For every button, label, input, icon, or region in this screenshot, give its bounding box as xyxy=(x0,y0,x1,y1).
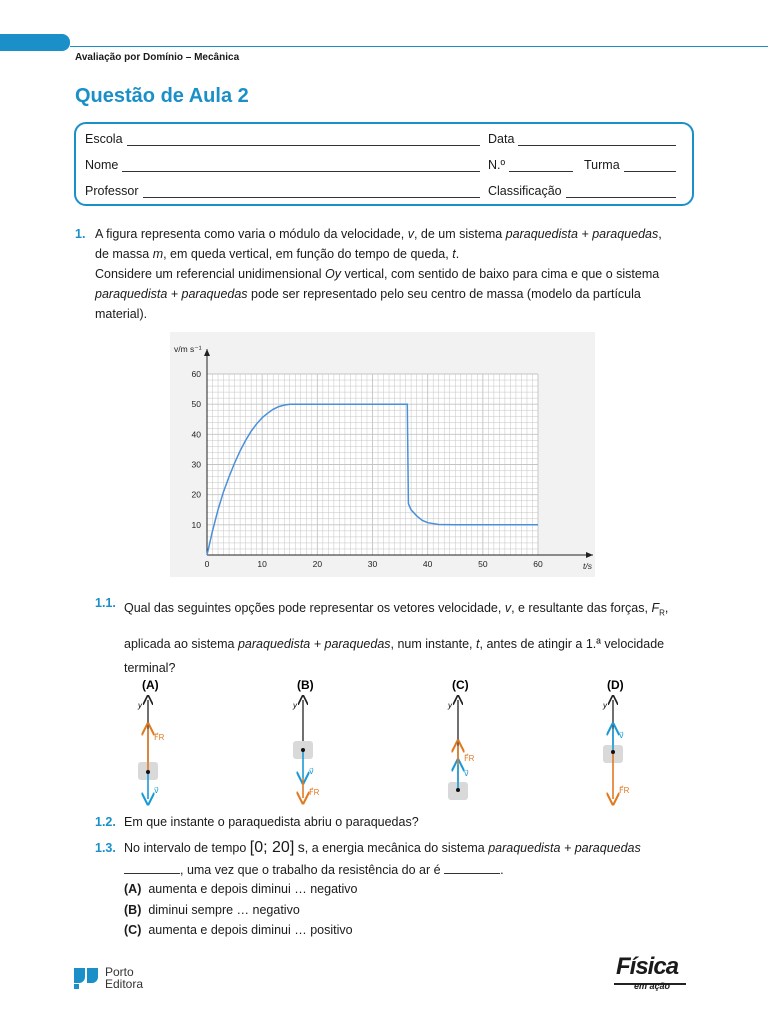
question-1-2-number: 1.2. xyxy=(95,815,116,829)
y-tick-label: 10 xyxy=(191,519,201,530)
svg-text:F⃗R: F⃗R xyxy=(464,754,475,763)
y-tick-label: 20 xyxy=(191,489,201,500)
question-1-3-option-c[interactable]: (C) aumenta e depois diminui … positivo xyxy=(124,923,353,937)
identification-box xyxy=(74,122,694,206)
option-d[interactable] xyxy=(602,678,630,799)
x-tick-label: 30 xyxy=(367,559,378,569)
x-tick-label: 40 xyxy=(422,559,433,569)
data-field[interactable]: Data xyxy=(488,132,676,146)
svg-text:F⃗R: F⃗R xyxy=(309,788,320,797)
option-c-label: (C) xyxy=(452,678,469,692)
question-1-3-option-a[interactable]: (A) aumenta e depois diminui … negativo xyxy=(124,882,358,896)
option-b-label: (B) xyxy=(297,678,314,692)
classificacao-field[interactable]: Classificação xyxy=(488,184,676,198)
x-tick-label: 60 xyxy=(533,559,543,569)
svg-text:y: y xyxy=(603,701,607,710)
question-1-reference-text: Considere um referencial unidimensional Oy vertical, com sentido de baixo para cima e que o sistema paraquedista + paraquedas pode ser representado pelo seu centro de massa (modelo da partícula material). xyxy=(95,267,660,321)
page-title: Questão de Aula 2 xyxy=(75,85,249,107)
option-d-label: (D) xyxy=(607,678,624,692)
answer-blank-2[interactable] xyxy=(444,873,500,874)
x-tick-label: 0 xyxy=(204,559,210,569)
option-a-label: (A) xyxy=(142,678,159,692)
question-1-number: 1. xyxy=(75,227,86,241)
publisher-logo: Porto Editora xyxy=(72,966,143,990)
y-tick-label: 60 xyxy=(191,369,201,379)
turma-field[interactable]: Turma xyxy=(584,158,676,172)
vector-options xyxy=(100,672,700,812)
y-tick-label: 50 xyxy=(191,399,201,410)
header-tab xyxy=(0,34,70,51)
option-a[interactable] xyxy=(137,678,165,799)
numero-field[interactable]: N.º xyxy=(488,158,573,172)
x-tick-label: 50 xyxy=(478,559,488,569)
svg-text:y: y xyxy=(448,701,452,710)
question-1-2-text: Em que instante o paraquedista abriu o paraquedas? xyxy=(124,815,419,829)
header-rule xyxy=(70,46,768,47)
answer-blank-1[interactable] xyxy=(124,873,180,874)
x-tick-label: 20 xyxy=(312,559,323,569)
svg-text:y: y xyxy=(138,701,142,710)
escola-field[interactable]: Escola xyxy=(85,132,480,146)
fisica-em-acao-logo: Física em ação xyxy=(614,953,686,997)
svg-text:v⃗: v⃗ xyxy=(619,731,624,740)
question-1-3-text: No intervalo de tempo [0; 20] s, a energia mecânica do sistema paraquedista + paraquedas , uma vez que o trabalho da resistência do ar é . xyxy=(124,839,641,877)
question-1-1-text: Qual das seguintes opções pode representar os vetores velocidade, v, e resultante das forças, $F_R$, aplicada ao sistema paraquedista + paraquedas, num instante, t, antes de atingir a 1.ª velocidade terminal? xyxy=(124,601,669,675)
y-tick-label: 30 xyxy=(191,459,201,470)
svg-text:v⃗: v⃗ xyxy=(464,769,469,778)
svg-text:F⃗R: F⃗R xyxy=(154,733,165,742)
question-1-3-number: 1.3. xyxy=(95,841,116,855)
question-1-1-number: 1.1. xyxy=(95,596,116,610)
x-tick-label: 10 xyxy=(257,559,267,569)
svg-text:v⃗: v⃗ xyxy=(154,786,159,795)
question-1-text: A figura representa como varia o módulo da velocidade, v, de um sistema paraquedista + paraquedas, de massa m, em queda vertical, em função do tempo de queda, t. xyxy=(95,227,662,261)
question-1-3-option-b[interactable]: (B) diminui sempre … negativo xyxy=(124,903,300,917)
y-axis-label: v/m s⁻¹ xyxy=(174,344,202,354)
y-tick-label: 40 xyxy=(191,429,201,440)
svg-text:F⃗R: F⃗R xyxy=(619,786,630,795)
svg-text:y: y xyxy=(293,701,297,710)
porto-editora-icon xyxy=(72,966,102,990)
option-b[interactable] xyxy=(292,678,320,798)
exam-title: Avaliação por Domínio – Mecânica xyxy=(75,52,240,63)
svg-text:v⃗: v⃗ xyxy=(309,767,314,776)
velocity-time-chart xyxy=(170,332,595,577)
professor-field[interactable]: Professor xyxy=(85,184,480,198)
nome-field[interactable]: Nome xyxy=(85,158,480,172)
x-axis-label: t/s xyxy=(583,561,592,571)
option-c[interactable] xyxy=(447,678,475,800)
